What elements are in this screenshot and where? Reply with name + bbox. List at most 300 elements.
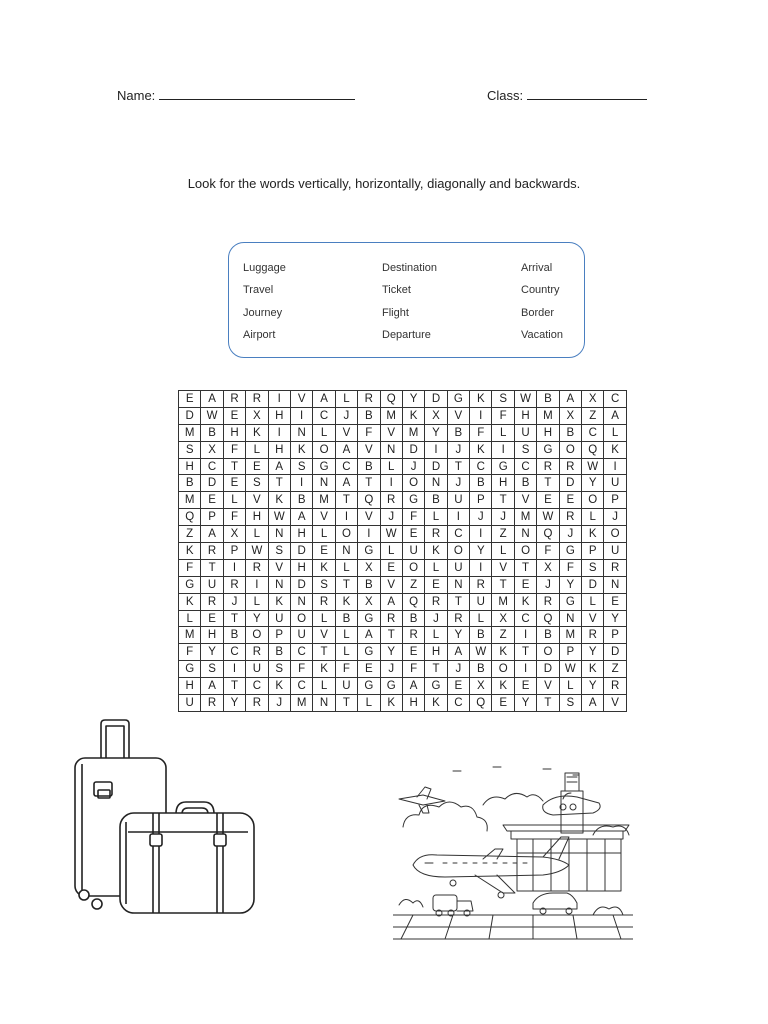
grid-cell[interactable]: U: [604, 475, 626, 492]
grid-cell[interactable]: U: [268, 610, 290, 627]
name-field[interactable]: [117, 88, 355, 103]
grid-cell[interactable]: Z: [402, 576, 424, 593]
grid-cell[interactable]: F: [223, 509, 245, 526]
grid-cell[interactable]: R: [246, 695, 268, 712]
grid-cell[interactable]: J: [470, 509, 492, 526]
grid-cell[interactable]: F: [179, 559, 201, 576]
grid-cell[interactable]: S: [313, 576, 335, 593]
grid-cell[interactable]: T: [223, 678, 245, 695]
grid-cell[interactable]: H: [425, 644, 447, 661]
grid-cell[interactable]: E: [223, 475, 245, 492]
grid-cell[interactable]: R: [223, 576, 245, 593]
grid-cell[interactable]: R: [604, 559, 626, 576]
grid-cell[interactable]: M: [537, 407, 559, 424]
grid-cell[interactable]: B: [402, 610, 424, 627]
grid-cell[interactable]: X: [201, 441, 223, 458]
grid-cell[interactable]: K: [335, 593, 357, 610]
grid-cell[interactable]: K: [425, 695, 447, 712]
grid-cell[interactable]: A: [335, 475, 357, 492]
grid-cell[interactable]: E: [313, 543, 335, 560]
grid-cell[interactable]: L: [246, 593, 268, 610]
grid-cell[interactable]: W: [246, 543, 268, 560]
grid-cell[interactable]: U: [604, 543, 626, 560]
grid-cell[interactable]: A: [604, 407, 626, 424]
grid-cell[interactable]: W: [380, 526, 402, 543]
grid-cell[interactable]: L: [604, 424, 626, 441]
grid-cell[interactable]: O: [537, 644, 559, 661]
grid-cell[interactable]: R: [425, 593, 447, 610]
grid-cell[interactable]: Q: [470, 695, 492, 712]
grid-cell[interactable]: O: [290, 610, 312, 627]
grid-cell[interactable]: N: [268, 526, 290, 543]
grid-cell[interactable]: E: [425, 576, 447, 593]
grid-cell[interactable]: L: [492, 543, 514, 560]
grid-cell[interactable]: G: [179, 576, 201, 593]
grid-cell[interactable]: U: [201, 576, 223, 593]
grid-cell[interactable]: H: [290, 526, 312, 543]
grid-cell[interactable]: Q: [358, 492, 380, 509]
grid-cell[interactable]: A: [268, 458, 290, 475]
grid-cell[interactable]: C: [290, 678, 312, 695]
grid-cell[interactable]: J: [223, 593, 245, 610]
grid-cell[interactable]: P: [223, 543, 245, 560]
grid-cell[interactable]: B: [358, 458, 380, 475]
grid-cell[interactable]: J: [268, 695, 290, 712]
grid-cell[interactable]: D: [425, 391, 447, 408]
grid-cell[interactable]: G: [402, 492, 424, 509]
grid-cell[interactable]: N: [559, 610, 581, 627]
grid-cell[interactable]: O: [492, 661, 514, 678]
grid-cell[interactable]: G: [425, 678, 447, 695]
grid-cell[interactable]: F: [358, 424, 380, 441]
grid-cell[interactable]: K: [402, 407, 424, 424]
grid-cell[interactable]: M: [179, 424, 201, 441]
grid-cell[interactable]: B: [470, 627, 492, 644]
grid-cell[interactable]: E: [201, 610, 223, 627]
grid-cell[interactable]: R: [201, 543, 223, 560]
grid-cell[interactable]: L: [313, 610, 335, 627]
grid-cell[interactable]: T: [492, 576, 514, 593]
grid-cell[interactable]: Y: [447, 627, 469, 644]
grid-cell[interactable]: X: [559, 407, 581, 424]
grid-cell[interactable]: E: [492, 695, 514, 712]
grid-cell[interactable]: L: [425, 509, 447, 526]
grid-cell[interactable]: I: [223, 559, 245, 576]
grid-cell[interactable]: E: [447, 678, 469, 695]
grid-cell[interactable]: B: [559, 424, 581, 441]
grid-cell[interactable]: S: [179, 441, 201, 458]
grid-cell[interactable]: P: [582, 543, 604, 560]
grid-cell[interactable]: T: [223, 458, 245, 475]
grid-cell[interactable]: M: [380, 407, 402, 424]
grid-cell[interactable]: J: [559, 526, 581, 543]
grid-cell[interactable]: T: [268, 475, 290, 492]
grid-cell[interactable]: G: [447, 391, 469, 408]
grid-cell[interactable]: S: [559, 695, 581, 712]
grid-cell[interactable]: D: [559, 475, 581, 492]
grid-cell[interactable]: N: [268, 576, 290, 593]
grid-cell[interactable]: S: [514, 441, 536, 458]
grid-cell[interactable]: J: [537, 576, 559, 593]
grid-cell[interactable]: T: [447, 458, 469, 475]
grid-cell[interactable]: M: [313, 492, 335, 509]
grid-cell[interactable]: Z: [604, 661, 626, 678]
grid-cell[interactable]: Q: [380, 391, 402, 408]
grid-cell[interactable]: R: [425, 526, 447, 543]
grid-cell[interactable]: I: [246, 576, 268, 593]
grid-cell[interactable]: H: [179, 458, 201, 475]
grid-cell[interactable]: X: [537, 559, 559, 576]
grid-cell[interactable]: K: [380, 695, 402, 712]
grid-cell[interactable]: B: [470, 661, 492, 678]
grid-cell[interactable]: E: [380, 559, 402, 576]
grid-cell[interactable]: Q: [537, 610, 559, 627]
grid-cell[interactable]: A: [402, 678, 424, 695]
grid-cell[interactable]: K: [492, 678, 514, 695]
grid-cell[interactable]: E: [604, 593, 626, 610]
grid-cell[interactable]: D: [201, 475, 223, 492]
grid-cell[interactable]: K: [313, 661, 335, 678]
grid-cell[interactable]: F: [335, 661, 357, 678]
grid-cell[interactable]: V: [380, 576, 402, 593]
grid-cell[interactable]: I: [425, 441, 447, 458]
grid-cell[interactable]: V: [246, 492, 268, 509]
grid-cell[interactable]: H: [537, 424, 559, 441]
grid-cell[interactable]: B: [268, 644, 290, 661]
grid-cell[interactable]: I: [268, 424, 290, 441]
grid-cell[interactable]: I: [514, 627, 536, 644]
grid-cell[interactable]: L: [335, 391, 357, 408]
grid-cell[interactable]: P: [201, 509, 223, 526]
grid-cell[interactable]: C: [246, 678, 268, 695]
grid-cell[interactable]: E: [559, 492, 581, 509]
grid-cell[interactable]: L: [559, 678, 581, 695]
grid-cell[interactable]: E: [402, 644, 424, 661]
grid-cell[interactable]: V: [358, 509, 380, 526]
grid-cell[interactable]: W: [201, 407, 223, 424]
grid-cell[interactable]: S: [492, 391, 514, 408]
grid-cell[interactable]: F: [470, 424, 492, 441]
grid-cell[interactable]: U: [335, 678, 357, 695]
grid-cell[interactable]: R: [380, 492, 402, 509]
grid-cell[interactable]: O: [447, 543, 469, 560]
grid-cell[interactable]: G: [358, 678, 380, 695]
grid-cell[interactable]: Y: [380, 644, 402, 661]
grid-cell[interactable]: H: [201, 627, 223, 644]
grid-cell[interactable]: W: [537, 509, 559, 526]
grid-cell[interactable]: C: [335, 458, 357, 475]
grid-cell[interactable]: Y: [559, 576, 581, 593]
grid-cell[interactable]: I: [604, 458, 626, 475]
grid-cell[interactable]: R: [246, 644, 268, 661]
grid-cell[interactable]: N: [425, 475, 447, 492]
grid-cell[interactable]: C: [470, 458, 492, 475]
name-line[interactable]: [159, 88, 355, 100]
class-field[interactable]: [487, 88, 647, 103]
grid-cell[interactable]: L: [313, 678, 335, 695]
grid-cell[interactable]: X: [223, 526, 245, 543]
grid-cell[interactable]: U: [514, 424, 536, 441]
grid-cell[interactable]: Q: [402, 593, 424, 610]
grid-cell[interactable]: P: [268, 627, 290, 644]
grid-cell[interactable]: C: [290, 644, 312, 661]
grid-cell[interactable]: U: [470, 593, 492, 610]
grid-cell[interactable]: E: [246, 458, 268, 475]
grid-cell[interactable]: Y: [246, 610, 268, 627]
grid-cell[interactable]: B: [425, 492, 447, 509]
grid-cell[interactable]: T: [537, 475, 559, 492]
grid-cell[interactable]: X: [246, 407, 268, 424]
grid-cell[interactable]: E: [223, 407, 245, 424]
grid-cell[interactable]: D: [537, 661, 559, 678]
grid-cell[interactable]: T: [201, 559, 223, 576]
grid-cell[interactable]: F: [402, 661, 424, 678]
grid-cell[interactable]: X: [470, 678, 492, 695]
grid-cell[interactable]: J: [447, 661, 469, 678]
grid-cell[interactable]: J: [447, 441, 469, 458]
grid-cell[interactable]: L: [335, 627, 357, 644]
grid-cell[interactable]: W: [470, 644, 492, 661]
grid-cell[interactable]: V: [492, 559, 514, 576]
grid-cell[interactable]: I: [470, 407, 492, 424]
grid-cell[interactable]: S: [246, 475, 268, 492]
grid-cell[interactable]: H: [514, 407, 536, 424]
grid-cell[interactable]: S: [582, 559, 604, 576]
grid-cell[interactable]: V: [582, 610, 604, 627]
grid-cell[interactable]: M: [290, 695, 312, 712]
grid-cell[interactable]: U: [402, 543, 424, 560]
grid-cell[interactable]: A: [201, 391, 223, 408]
grid-cell[interactable]: D: [179, 407, 201, 424]
grid-cell[interactable]: A: [358, 627, 380, 644]
grid-cell[interactable]: Q: [537, 526, 559, 543]
grid-cell[interactable]: J: [604, 509, 626, 526]
grid-cell[interactable]: G: [559, 543, 581, 560]
grid-cell[interactable]: P: [604, 492, 626, 509]
grid-cell[interactable]: R: [582, 627, 604, 644]
grid-cell[interactable]: R: [358, 391, 380, 408]
grid-cell[interactable]: R: [402, 627, 424, 644]
grid-cell[interactable]: A: [201, 526, 223, 543]
grid-cell[interactable]: L: [582, 593, 604, 610]
grid-cell[interactable]: G: [179, 661, 201, 678]
grid-cell[interactable]: Y: [470, 543, 492, 560]
grid-cell[interactable]: F: [537, 543, 559, 560]
grid-cell[interactable]: N: [380, 441, 402, 458]
grid-cell[interactable]: G: [358, 644, 380, 661]
grid-cell[interactable]: B: [179, 475, 201, 492]
grid-cell[interactable]: V: [290, 391, 312, 408]
grid-cell[interactable]: Y: [582, 475, 604, 492]
grid-cell[interactable]: G: [537, 441, 559, 458]
grid-cell[interactable]: F: [223, 441, 245, 458]
grid-cell[interactable]: N: [335, 543, 357, 560]
grid-cell[interactable]: R: [559, 458, 581, 475]
grid-cell[interactable]: F: [492, 407, 514, 424]
grid-cell[interactable]: K: [179, 543, 201, 560]
grid-cell[interactable]: M: [402, 424, 424, 441]
grid-cell[interactable]: V: [313, 627, 335, 644]
grid-cell[interactable]: H: [268, 441, 290, 458]
grid-cell[interactable]: P: [559, 644, 581, 661]
grid-cell[interactable]: K: [268, 593, 290, 610]
grid-cell[interactable]: G: [492, 458, 514, 475]
grid-cell[interactable]: A: [380, 593, 402, 610]
grid-cell[interactable]: D: [402, 441, 424, 458]
grid-cell[interactable]: L: [246, 441, 268, 458]
grid-cell[interactable]: N: [447, 576, 469, 593]
grid-cell[interactable]: H: [402, 695, 424, 712]
grid-cell[interactable]: I: [470, 559, 492, 576]
grid-cell[interactable]: T: [492, 492, 514, 509]
grid-cell[interactable]: A: [335, 441, 357, 458]
grid-cell[interactable]: M: [559, 627, 581, 644]
grid-cell[interactable]: R: [559, 509, 581, 526]
grid-cell[interactable]: U: [290, 627, 312, 644]
grid-cell[interactable]: R: [447, 610, 469, 627]
grid-cell[interactable]: W: [268, 509, 290, 526]
grid-cell[interactable]: V: [358, 441, 380, 458]
grid-cell[interactable]: V: [537, 678, 559, 695]
grid-cell[interactable]: O: [313, 441, 335, 458]
grid-cell[interactable]: X: [425, 407, 447, 424]
grid-cell[interactable]: L: [425, 559, 447, 576]
grid-cell[interactable]: Y: [402, 391, 424, 408]
grid-cell[interactable]: I: [492, 441, 514, 458]
grid-cell[interactable]: L: [582, 509, 604, 526]
grid-cell[interactable]: C: [447, 695, 469, 712]
grid-cell[interactable]: Z: [582, 407, 604, 424]
grid-cell[interactable]: H: [492, 475, 514, 492]
grid-cell[interactable]: L: [335, 644, 357, 661]
grid-cell[interactable]: E: [514, 576, 536, 593]
grid-cell[interactable]: B: [290, 492, 312, 509]
grid-cell[interactable]: V: [514, 492, 536, 509]
grid-cell[interactable]: Y: [223, 695, 245, 712]
grid-cell[interactable]: V: [313, 509, 335, 526]
grid-cell[interactable]: K: [290, 441, 312, 458]
grid-cell[interactable]: B: [335, 610, 357, 627]
grid-cell[interactable]: L: [335, 559, 357, 576]
grid-cell[interactable]: E: [402, 526, 424, 543]
grid-cell[interactable]: L: [425, 627, 447, 644]
grid-cell[interactable]: T: [447, 593, 469, 610]
grid-cell[interactable]: B: [537, 391, 559, 408]
grid-cell[interactable]: G: [380, 678, 402, 695]
grid-cell[interactable]: I: [335, 509, 357, 526]
grid-cell[interactable]: Y: [201, 644, 223, 661]
grid-cell[interactable]: J: [335, 407, 357, 424]
grid-cell[interactable]: R: [313, 593, 335, 610]
grid-cell[interactable]: Q: [582, 441, 604, 458]
grid-cell[interactable]: X: [358, 593, 380, 610]
grid-cell[interactable]: E: [514, 678, 536, 695]
grid-cell[interactable]: J: [380, 661, 402, 678]
grid-cell[interactable]: V: [380, 424, 402, 441]
grid-cell[interactable]: U: [246, 661, 268, 678]
grid-cell[interactable]: Q: [179, 509, 201, 526]
grid-cell[interactable]: P: [604, 627, 626, 644]
grid-cell[interactable]: D: [582, 576, 604, 593]
grid-cell[interactable]: R: [246, 559, 268, 576]
grid-cell[interactable]: Y: [582, 644, 604, 661]
grid-cell[interactable]: T: [358, 475, 380, 492]
grid-cell[interactable]: E: [358, 661, 380, 678]
grid-cell[interactable]: T: [425, 661, 447, 678]
grid-cell[interactable]: T: [514, 559, 536, 576]
grid-cell[interactable]: G: [358, 543, 380, 560]
grid-cell[interactable]: C: [313, 407, 335, 424]
grid-cell[interactable]: J: [380, 509, 402, 526]
grid-cell[interactable]: D: [604, 644, 626, 661]
grid-cell[interactable]: L: [492, 424, 514, 441]
grid-cell[interactable]: O: [514, 543, 536, 560]
grid-cell[interactable]: H: [268, 407, 290, 424]
grid-cell[interactable]: A: [290, 509, 312, 526]
grid-cell[interactable]: J: [402, 458, 424, 475]
grid-cell[interactable]: I: [447, 509, 469, 526]
grid-cell[interactable]: Y: [604, 610, 626, 627]
grid-cell[interactable]: X: [582, 391, 604, 408]
grid-cell[interactable]: R: [537, 458, 559, 475]
grid-cell[interactable]: L: [179, 610, 201, 627]
grid-cell[interactable]: H: [246, 509, 268, 526]
grid-cell[interactable]: K: [604, 441, 626, 458]
grid-cell[interactable]: T: [335, 695, 357, 712]
grid-cell[interactable]: Y: [514, 695, 536, 712]
grid-cell[interactable]: K: [246, 424, 268, 441]
grid-cell[interactable]: L: [358, 695, 380, 712]
grid-cell[interactable]: L: [313, 424, 335, 441]
grid-cell[interactable]: C: [514, 458, 536, 475]
grid-cell[interactable]: H: [179, 678, 201, 695]
grid-cell[interactable]: H: [290, 559, 312, 576]
grid-cell[interactable]: N: [514, 526, 536, 543]
grid-cell[interactable]: B: [514, 475, 536, 492]
grid-cell[interactable]: U: [447, 492, 469, 509]
grid-cell[interactable]: C: [604, 391, 626, 408]
grid-cell[interactable]: I: [514, 661, 536, 678]
class-line[interactable]: [527, 88, 647, 100]
grid-cell[interactable]: I: [290, 475, 312, 492]
grid-cell[interactable]: A: [201, 678, 223, 695]
grid-cell[interactable]: M: [514, 509, 536, 526]
grid-cell[interactable]: D: [425, 458, 447, 475]
grid-cell[interactable]: L: [380, 458, 402, 475]
grid-cell[interactable]: I: [290, 407, 312, 424]
grid-cell[interactable]: I: [380, 475, 402, 492]
grid-cell[interactable]: M: [179, 492, 201, 509]
grid-cell[interactable]: B: [537, 627, 559, 644]
grid-cell[interactable]: C: [201, 458, 223, 475]
grid-cell[interactable]: V: [335, 424, 357, 441]
grid-cell[interactable]: B: [223, 627, 245, 644]
grid-cell[interactable]: F: [290, 661, 312, 678]
grid-cell[interactable]: O: [604, 526, 626, 543]
grid-cell[interactable]: L: [470, 610, 492, 627]
grid-cell[interactable]: B: [447, 424, 469, 441]
grid-cell[interactable]: E: [201, 492, 223, 509]
grid-cell[interactable]: K: [268, 678, 290, 695]
grid-cell[interactable]: Z: [492, 526, 514, 543]
grid-cell[interactable]: V: [447, 407, 469, 424]
grid-cell[interactable]: K: [425, 543, 447, 560]
grid-cell[interactable]: L: [380, 543, 402, 560]
grid-cell[interactable]: W: [582, 458, 604, 475]
grid-cell[interactable]: T: [537, 695, 559, 712]
grid-cell[interactable]: B: [358, 407, 380, 424]
grid-cell[interactable]: G: [313, 458, 335, 475]
